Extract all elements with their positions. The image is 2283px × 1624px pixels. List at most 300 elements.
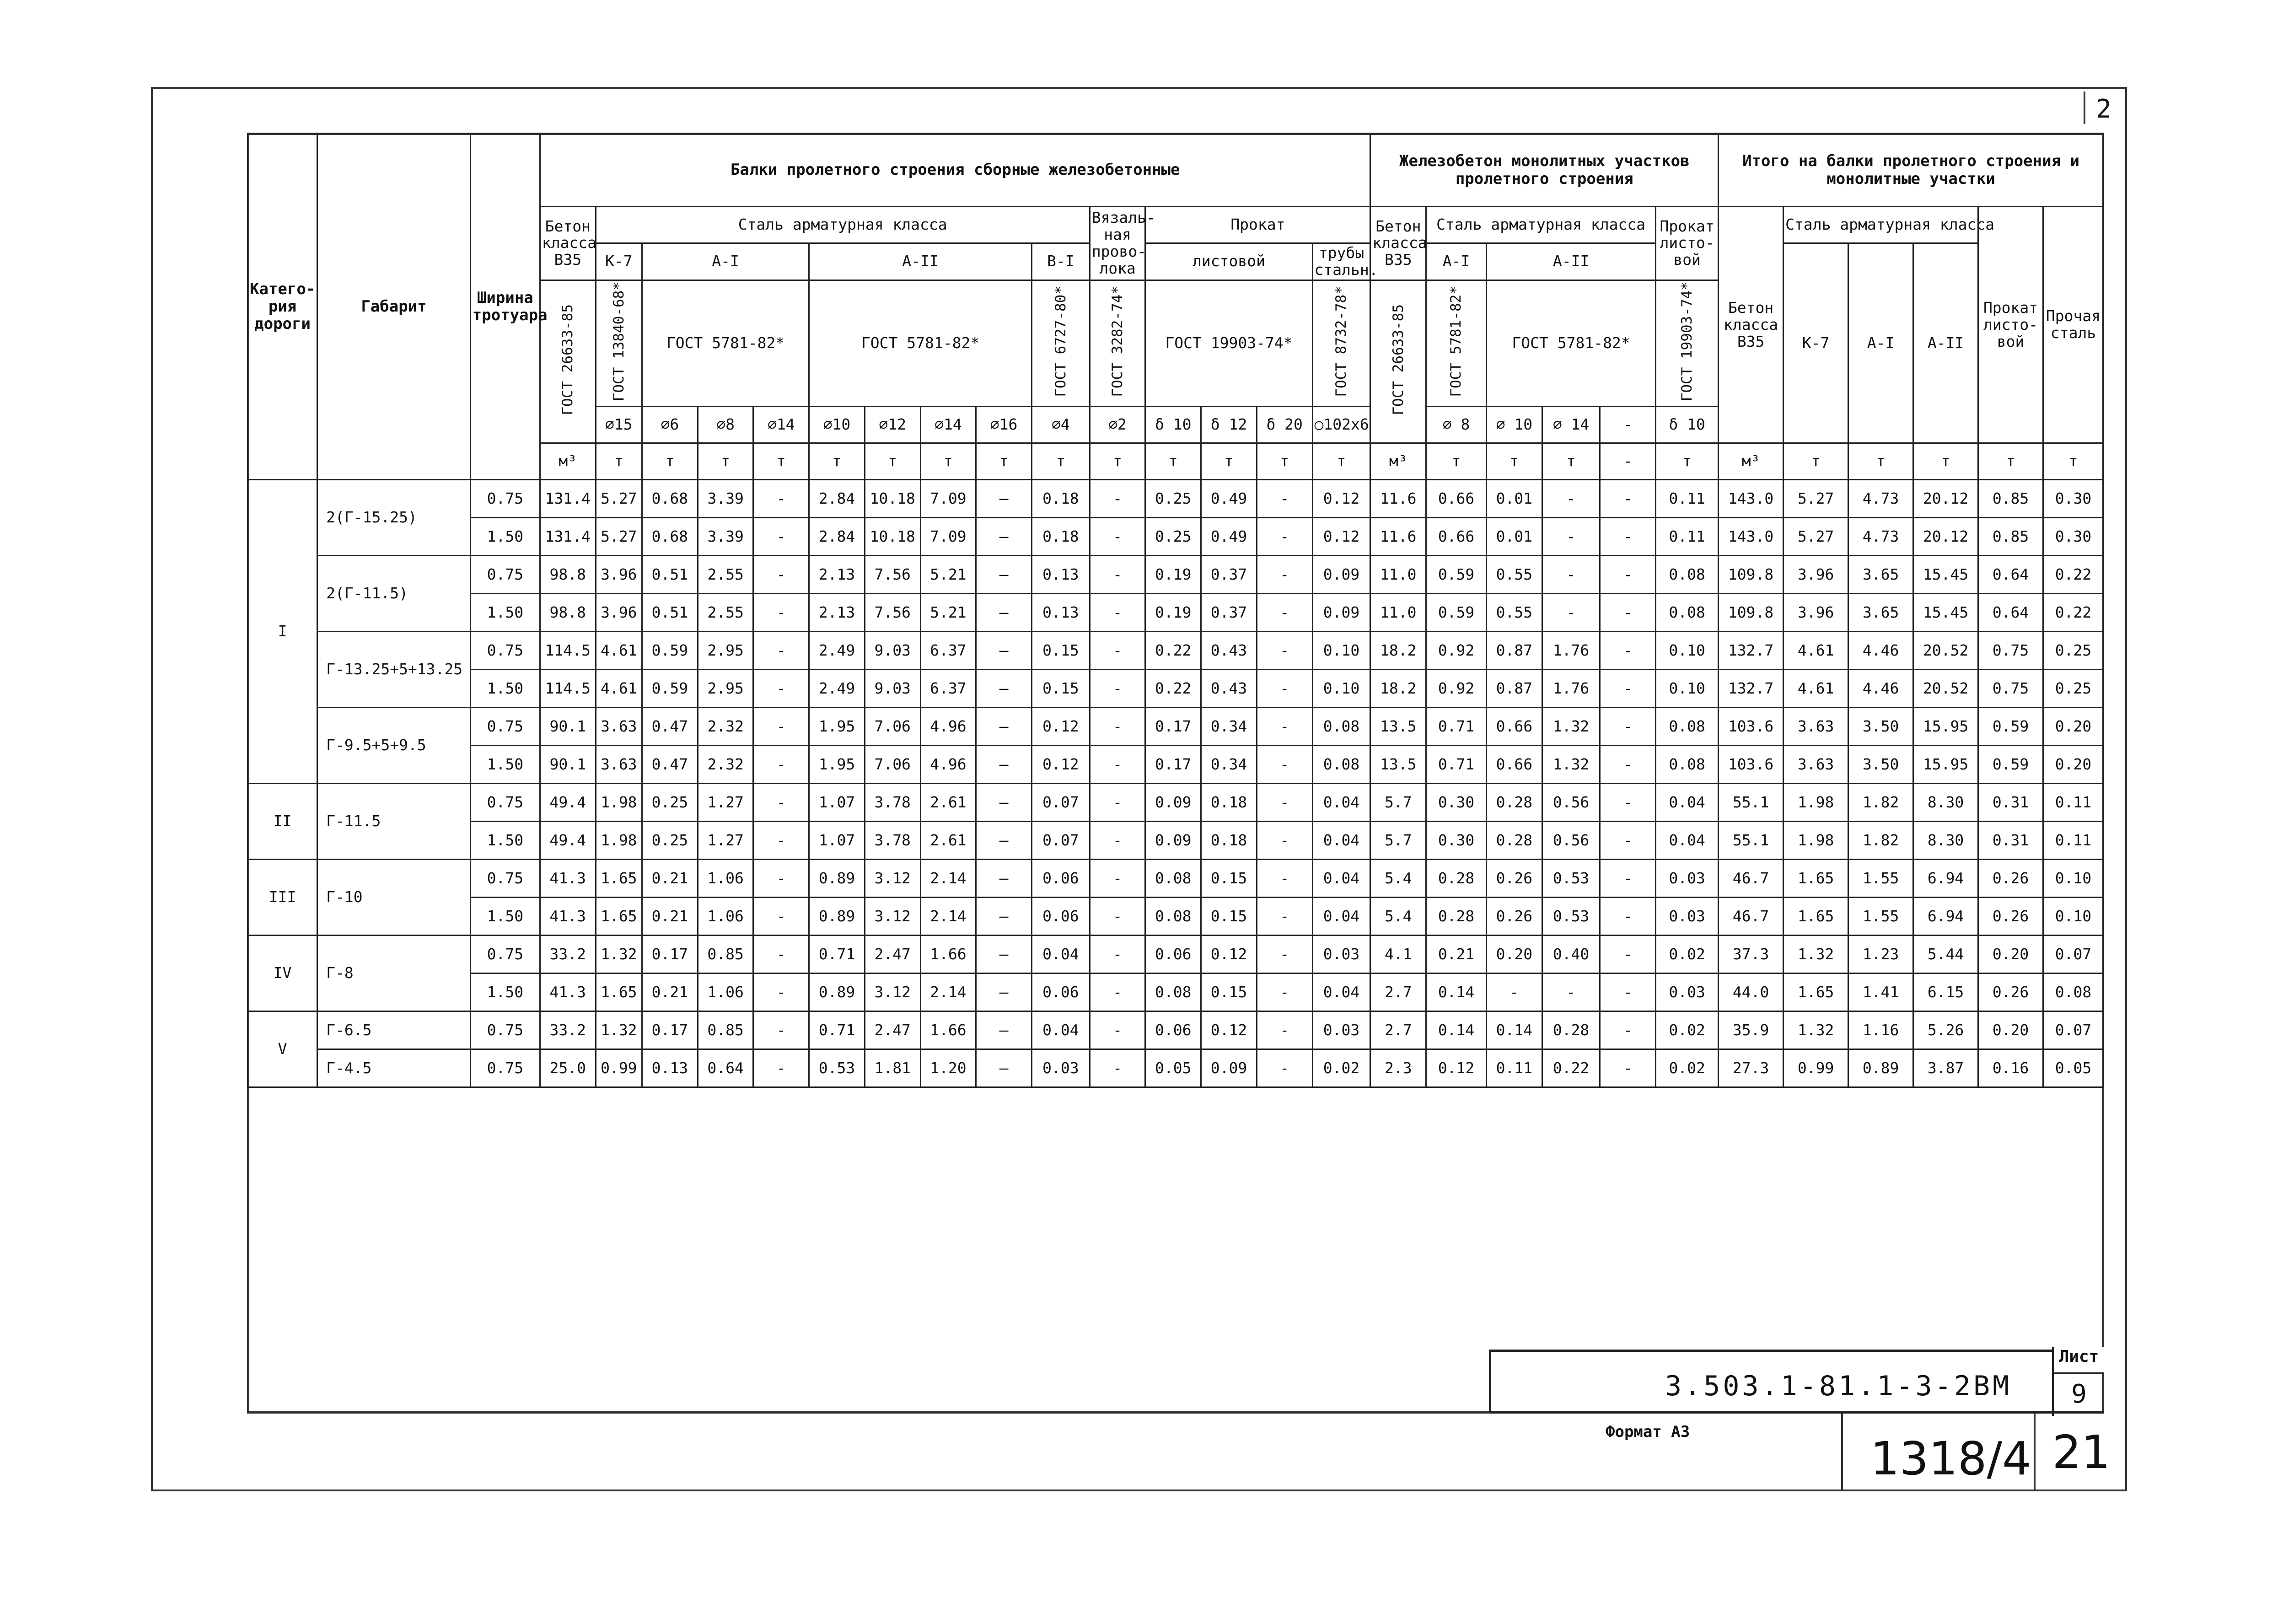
value-cell: 0.56 (1542, 784, 1600, 822)
value-cell: 0.08 (1656, 746, 1719, 784)
value-cell: - (1257, 936, 1312, 973)
sheet-label: Лист (2052, 1347, 2104, 1374)
value-cell: - (753, 518, 809, 556)
value-cell: 0.04 (1312, 973, 1370, 1011)
value-cell: 0.26 (1486, 898, 1542, 936)
header-total-k7: К-7 (1783, 243, 1848, 443)
value-cell: – (976, 822, 1032, 860)
value-cell: 7.06 (865, 746, 920, 784)
header-gost-5781-a2: ГОСТ 5781-82* (809, 280, 1032, 406)
value-cell: 2.13 (809, 594, 865, 632)
value-cell: 2.7 (1370, 973, 1426, 1011)
value-cell: 0.25 (2043, 670, 2104, 708)
header-beton-beams: Бетон класса B35 (540, 207, 596, 280)
value-cell: 0.07 (2043, 936, 2104, 973)
value-cell: - (1600, 973, 1656, 1011)
value-cell: 13.5 (1370, 746, 1426, 784)
value-cell: - (1600, 632, 1656, 670)
value-cell: 1.55 (1848, 898, 1913, 936)
value-cell: 2.47 (865, 936, 920, 973)
value-cell: 35.9 (1719, 1011, 1783, 1049)
header-mono-diameter: ⌀ 8 (1426, 407, 1487, 443)
value-cell: – (976, 594, 1032, 632)
value-cell: 0.99 (1783, 1049, 1848, 1087)
value-cell: - (1257, 670, 1312, 708)
value-cell: - (1090, 898, 1145, 936)
value-cell: 4.61 (596, 632, 642, 670)
value-cell: 0.11 (2043, 784, 2104, 822)
header-thickness: δ 12 (1201, 407, 1257, 443)
value-cell: 131.4 (540, 480, 596, 518)
gabarit-cell: Г-13.25+5+13.25 (317, 632, 471, 708)
value-cell: 44.0 (1719, 973, 1783, 1011)
value-cell: 0.08 (2043, 973, 2104, 1011)
value-cell: - (1257, 594, 1312, 632)
value-cell: 5.4 (1370, 898, 1426, 936)
value-cell: 0.20 (1486, 936, 1542, 973)
value-cell: 0.07 (1031, 784, 1090, 822)
value-cell: - (1600, 1049, 1656, 1087)
value-cell: 0.28 (1486, 822, 1542, 860)
sidewalk-width-cell: 1.50 (470, 594, 540, 632)
value-cell: 1.66 (920, 1011, 976, 1049)
value-cell: 0.10 (1312, 670, 1370, 708)
unit-cell: т (1913, 443, 1978, 480)
value-cell: 7.56 (865, 594, 920, 632)
value-cell: 0.21 (1426, 936, 1487, 973)
table-row (248, 822, 2104, 860)
value-cell: 2.7 (1370, 1011, 1426, 1049)
value-cell: - (753, 1011, 809, 1049)
value-cell: 0.09 (1145, 822, 1201, 860)
table-row (248, 973, 2104, 1011)
value-cell: 49.4 (540, 822, 596, 860)
value-cell: 1.65 (596, 973, 642, 1011)
value-cell: 8.30 (1913, 784, 1978, 822)
unit-cell: т (1312, 443, 1370, 480)
corner-page-number: 2 (2084, 91, 2122, 124)
value-cell: 0.22 (1542, 1049, 1600, 1087)
value-cell: 0.08 (1312, 746, 1370, 784)
unit-cell: т (1542, 443, 1600, 480)
value-cell: 90.1 (540, 746, 596, 784)
value-cell: - (1090, 822, 1145, 860)
value-cell: 0.26 (1486, 860, 1542, 898)
value-cell: - (1090, 1049, 1145, 1087)
value-cell: - (1257, 746, 1312, 784)
value-cell: 0.10 (1656, 670, 1719, 708)
gabarit-cell: Г-9.5+5+9.5 (317, 708, 471, 784)
value-cell: 1.65 (1783, 860, 1848, 898)
sidewalk-width-cell: 0.75 (470, 556, 540, 594)
value-cell: 0.18 (1031, 518, 1090, 556)
table-row (248, 1049, 2104, 1087)
unit-cell: т (1090, 443, 1145, 480)
value-cell: 0.03 (1656, 898, 1719, 936)
header-group-monolith: Железобетон монолитных участков пролетного строения (1370, 134, 1719, 207)
value-cell: 3.12 (865, 860, 920, 898)
value-cell: 1.06 (698, 973, 753, 1011)
header-mono-a1: А-I (1426, 243, 1487, 280)
value-cell: 15.95 (1913, 708, 1978, 746)
header-gost-5781-mono-a1: ГОСТ 5781-82* (1426, 280, 1487, 406)
value-cell: 0.12 (1201, 1011, 1257, 1049)
value-cell: 5.21 (920, 594, 976, 632)
value-cell: 0.25 (1145, 518, 1201, 556)
unit-cell: т (642, 443, 698, 480)
value-cell: 0.85 (698, 936, 753, 973)
table-row (248, 784, 2104, 822)
value-cell: 0.87 (1486, 670, 1542, 708)
value-cell: 0.31 (1978, 784, 2043, 822)
value-cell: 0.68 (642, 480, 698, 518)
sidewalk-width-cell: 1.50 (470, 670, 540, 708)
value-cell: - (1600, 518, 1656, 556)
value-cell: 0.04 (1312, 784, 1370, 822)
value-cell: 0.03 (1656, 973, 1719, 1011)
header-gost-6727: ГОСТ 6727-80* (1031, 280, 1090, 406)
value-cell: 0.55 (1486, 556, 1542, 594)
value-cell: 0.28 (1486, 784, 1542, 822)
value-cell: 0.03 (1312, 1011, 1370, 1049)
value-cell: – (976, 556, 1032, 594)
value-cell: - (1090, 594, 1145, 632)
value-cell: - (1090, 708, 1145, 746)
value-cell: 7.06 (865, 708, 920, 746)
value-cell: 0.11 (1656, 480, 1719, 518)
header-mono-diameter: ⌀ 14 (1542, 407, 1600, 443)
value-cell: 0.04 (1031, 1011, 1090, 1049)
value-cell: 0.30 (1426, 822, 1487, 860)
value-cell: 0.71 (809, 1011, 865, 1049)
value-cell: 3.39 (698, 518, 753, 556)
header-gost-3282: ГОСТ 3282-74* (1090, 280, 1145, 406)
value-cell: 0.06 (1031, 973, 1090, 1011)
header-group-beams: Балки пролетного строения сборные железобетонные (540, 134, 1370, 207)
header-k7: К-7 (596, 243, 642, 280)
value-cell: 20.52 (1913, 632, 1978, 670)
value-cell: 0.56 (1542, 822, 1600, 860)
value-cell: 46.7 (1719, 898, 1783, 936)
value-cell: 0.53 (1542, 860, 1600, 898)
value-cell: 0.13 (1031, 556, 1090, 594)
value-cell: 0.17 (1145, 746, 1201, 784)
header-thickness: δ 10 (1145, 407, 1201, 443)
sidewalk-width-cell: 0.75 (470, 480, 540, 518)
value-cell: 2.47 (865, 1011, 920, 1049)
value-cell: 7.09 (920, 518, 976, 556)
value-cell: 0.06 (1145, 936, 1201, 973)
value-cell: - (1600, 670, 1656, 708)
table-row (248, 746, 2104, 784)
value-cell: 1.98 (596, 784, 642, 822)
value-cell: 3.78 (865, 822, 920, 860)
value-cell: 5.27 (596, 518, 642, 556)
value-cell: – (976, 898, 1032, 936)
header-a2: А-II (809, 243, 1032, 280)
value-cell: 0.04 (1031, 936, 1090, 973)
header-diameter: ⌀4 (1031, 407, 1090, 443)
value-cell: 0.71 (1426, 708, 1487, 746)
value-cell: 0.34 (1201, 746, 1257, 784)
value-cell: - (1257, 898, 1312, 936)
unit-cell: т (920, 443, 976, 480)
unit-cell: т (2043, 443, 2104, 480)
header-gost-19903-mono: ГОСТ 19903-74* (1656, 280, 1719, 406)
sidewalk-width-cell: 0.75 (470, 1011, 540, 1049)
value-cell: 18.2 (1370, 632, 1426, 670)
gabarit-cell: Г-6.5 (317, 1011, 471, 1049)
value-cell: 0.18 (1201, 784, 1257, 822)
value-cell: 10.18 (865, 480, 920, 518)
value-cell: 0.11 (1486, 1049, 1542, 1087)
header-wire: Вязаль-ная прово-лока (1090, 207, 1145, 280)
value-cell: 0.16 (1978, 1049, 2043, 1087)
gabarit-cell: Г-4.5 (317, 1049, 471, 1087)
document-code: 3.503.1-81.1-3-2ВМ (1665, 1370, 2012, 1402)
value-cell: - (1257, 822, 1312, 860)
value-cell: 2.95 (698, 670, 753, 708)
header-steel-class-monolith: Сталь арматурная класса (1426, 207, 1656, 243)
value-cell: - (1542, 973, 1600, 1011)
value-cell: 0.04 (1312, 860, 1370, 898)
value-cell: - (1257, 480, 1312, 518)
sidewalk-width-cell: 1.50 (470, 822, 540, 860)
category-cell: V (248, 1011, 317, 1087)
header-diameter: ⌀16 (976, 407, 1032, 443)
header-pipe-size: ○102х6 (1312, 407, 1370, 443)
value-cell: 4.73 (1848, 518, 1913, 556)
value-cell: 0.87 (1486, 632, 1542, 670)
value-cell: 0.22 (2043, 594, 2104, 632)
value-cell: - (1542, 556, 1600, 594)
value-cell: 1.98 (1783, 822, 1848, 860)
value-cell: - (1257, 973, 1312, 1011)
header-mono-thickness: δ 10 (1656, 407, 1719, 443)
value-cell: 0.12 (1031, 746, 1090, 784)
value-cell: 0.34 (1201, 708, 1257, 746)
sidewalk-width-cell: 1.50 (470, 746, 540, 784)
value-cell: - (1600, 784, 1656, 822)
value-cell: 6.37 (920, 632, 976, 670)
value-cell: 0.85 (1978, 480, 2043, 518)
header-steel-class-beams: Сталь арматурная класса (596, 207, 1090, 243)
category-cell: I (248, 480, 317, 784)
value-cell: 3.96 (1783, 556, 1848, 594)
value-cell: 2.49 (809, 632, 865, 670)
value-cell: 0.21 (642, 860, 698, 898)
value-cell: 3.63 (1783, 708, 1848, 746)
value-cell: – (976, 973, 1032, 1011)
value-cell: 5.44 (1913, 936, 1978, 973)
value-cell: 3.39 (698, 480, 753, 518)
stamp-sheet: 21 (2034, 1414, 2127, 1491)
value-cell: - (1257, 708, 1312, 746)
value-cell: 0.71 (809, 936, 865, 973)
value-cell: 0.09 (1312, 594, 1370, 632)
header-diameter: ⌀6 (642, 407, 698, 443)
value-cell: 11.0 (1370, 594, 1426, 632)
value-cell: 131.4 (540, 518, 596, 556)
value-cell: 0.40 (1542, 936, 1600, 973)
value-cell: 0.51 (642, 594, 698, 632)
value-cell: 1.32 (1542, 746, 1600, 784)
value-cell: 103.6 (1719, 746, 1783, 784)
value-cell: - (753, 556, 809, 594)
materials-table (247, 133, 2104, 1088)
value-cell: 109.8 (1719, 556, 1783, 594)
value-cell: 0.30 (2043, 518, 2104, 556)
table-row (248, 936, 2104, 973)
value-cell: 0.59 (1426, 594, 1487, 632)
value-cell: 0.05 (2043, 1049, 2104, 1087)
value-cell: 1.06 (698, 898, 753, 936)
header-sidewalk-width: Ширина тротуара (470, 134, 540, 480)
value-cell: 3.50 (1848, 746, 1913, 784)
value-cell: 0.15 (1031, 670, 1090, 708)
unit-cell: т (698, 443, 753, 480)
value-cell: - (1542, 594, 1600, 632)
sidewalk-width-cell: 1.50 (470, 898, 540, 936)
unit-cell: т (1201, 443, 1257, 480)
archive-stamp (1841, 1414, 2127, 1491)
header-pipes: трубы стальн. (1312, 243, 1370, 280)
title-block (1489, 1347, 2104, 1414)
value-cell: 0.75 (1978, 632, 2043, 670)
value-cell: 132.7 (1719, 632, 1783, 670)
value-cell: 2.14 (920, 973, 976, 1011)
unit-cell: т (753, 443, 809, 480)
value-cell: 1.32 (1783, 936, 1848, 973)
header-mono-diameter: ⌀ 10 (1486, 407, 1542, 443)
value-cell: 25.0 (540, 1049, 596, 1087)
value-cell: - (753, 784, 809, 822)
header-steel-class-total: Сталь арматурная класса (1783, 207, 1978, 243)
value-cell: 46.7 (1719, 860, 1783, 898)
value-cell: 5.27 (1783, 480, 1848, 518)
unit-cell: т (1978, 443, 2043, 480)
value-cell: 0.25 (642, 822, 698, 860)
unit-cell: т (1783, 443, 1848, 480)
value-cell: 0.22 (1145, 632, 1201, 670)
value-cell: 0.53 (1542, 898, 1600, 936)
value-cell: 0.66 (1486, 708, 1542, 746)
category-cell: IV (248, 936, 317, 1011)
unit-cell: - (1600, 443, 1656, 480)
header-gost-5781-mono-a2: ГОСТ 5781-82* (1486, 280, 1655, 406)
value-cell: 1.82 (1848, 822, 1913, 860)
value-cell: 15.95 (1913, 746, 1978, 784)
value-cell: 0.22 (2043, 556, 2104, 594)
gabarit-cell: Г-11.5 (317, 784, 471, 860)
value-cell: 0.08 (1312, 708, 1370, 746)
value-cell: 1.32 (1783, 1011, 1848, 1049)
value-cell: - (753, 708, 809, 746)
value-cell: 0.89 (809, 973, 865, 1011)
value-cell: 6.94 (1913, 860, 1978, 898)
value-cell: 0.18 (1201, 822, 1257, 860)
value-cell: 0.30 (1426, 784, 1487, 822)
value-cell: 109.8 (1719, 594, 1783, 632)
value-cell: 0.09 (1312, 556, 1370, 594)
value-cell: 0.02 (1656, 936, 1719, 973)
value-cell: 0.04 (1656, 784, 1719, 822)
value-cell: 2.49 (809, 670, 865, 708)
value-cell: 0.75 (1978, 670, 2043, 708)
value-cell: 0.15 (1031, 632, 1090, 670)
value-cell: 0.55 (1486, 594, 1542, 632)
header-gost-8732: ГОСТ 8732-78* (1312, 280, 1370, 406)
value-cell: 0.20 (1978, 1011, 2043, 1049)
value-cell: 2.13 (809, 556, 865, 594)
value-cell: 0.12 (1312, 480, 1370, 518)
table-row (248, 556, 2104, 594)
header-mono-a2: А-II (1486, 243, 1655, 280)
value-cell: 18.2 (1370, 670, 1426, 708)
unit-cell: м³ (1370, 443, 1426, 480)
value-cell: 0.21 (642, 898, 698, 936)
value-cell: 0.07 (1031, 822, 1090, 860)
value-cell: 1.32 (596, 1011, 642, 1049)
value-cell: 0.08 (1656, 556, 1719, 594)
value-cell: 3.65 (1848, 556, 1913, 594)
value-cell: 20.12 (1913, 518, 1978, 556)
header-gost-26633: ГОСТ 26633-85 (540, 280, 596, 443)
header-category: Катего-рия дороги (248, 134, 317, 480)
value-cell: 20.12 (1913, 480, 1978, 518)
unit-cell: м³ (540, 443, 596, 480)
value-cell: 9.03 (865, 670, 920, 708)
value-cell: 1.76 (1542, 632, 1600, 670)
value-cell: 0.59 (1978, 708, 2043, 746)
value-cell: 1.95 (809, 746, 865, 784)
value-cell: - (753, 480, 809, 518)
gabarit-cell: 2(Г-11.5) (317, 556, 471, 632)
value-cell: - (753, 632, 809, 670)
value-cell: 11.6 (1370, 480, 1426, 518)
value-cell: 0.14 (1486, 1011, 1542, 1049)
table-body (248, 480, 2104, 1087)
header-diameter: ⌀14 (920, 407, 976, 443)
value-cell: - (1090, 556, 1145, 594)
value-cell: 0.59 (642, 632, 698, 670)
value-cell: 0.10 (2043, 898, 2104, 936)
value-cell: 2.3 (1370, 1049, 1426, 1087)
value-cell: 0.03 (1031, 1049, 1090, 1087)
value-cell: 2.14 (920, 898, 976, 936)
value-cell: 0.66 (1426, 518, 1487, 556)
value-cell: - (1542, 518, 1600, 556)
value-cell: - (753, 746, 809, 784)
value-cell: 0.11 (2043, 822, 2104, 860)
value-cell: 4.96 (920, 746, 976, 784)
value-cell: - (1600, 1011, 1656, 1049)
value-cell: 1.41 (1848, 973, 1913, 1011)
value-cell: 0.59 (1978, 746, 2043, 784)
value-cell: 0.64 (698, 1049, 753, 1087)
value-cell: 0.92 (1426, 632, 1487, 670)
value-cell: - (1600, 556, 1656, 594)
header-gabarit: Габарит (317, 134, 471, 480)
table-row (248, 632, 2104, 670)
value-cell: 0.31 (1978, 822, 2043, 860)
value-cell: 98.8 (540, 556, 596, 594)
value-cell: 0.04 (1312, 822, 1370, 860)
value-cell: – (976, 746, 1032, 784)
sidewalk-width-cell: 0.75 (470, 1049, 540, 1087)
value-cell: 1.07 (809, 822, 865, 860)
header-b1: В-I (1031, 243, 1090, 280)
